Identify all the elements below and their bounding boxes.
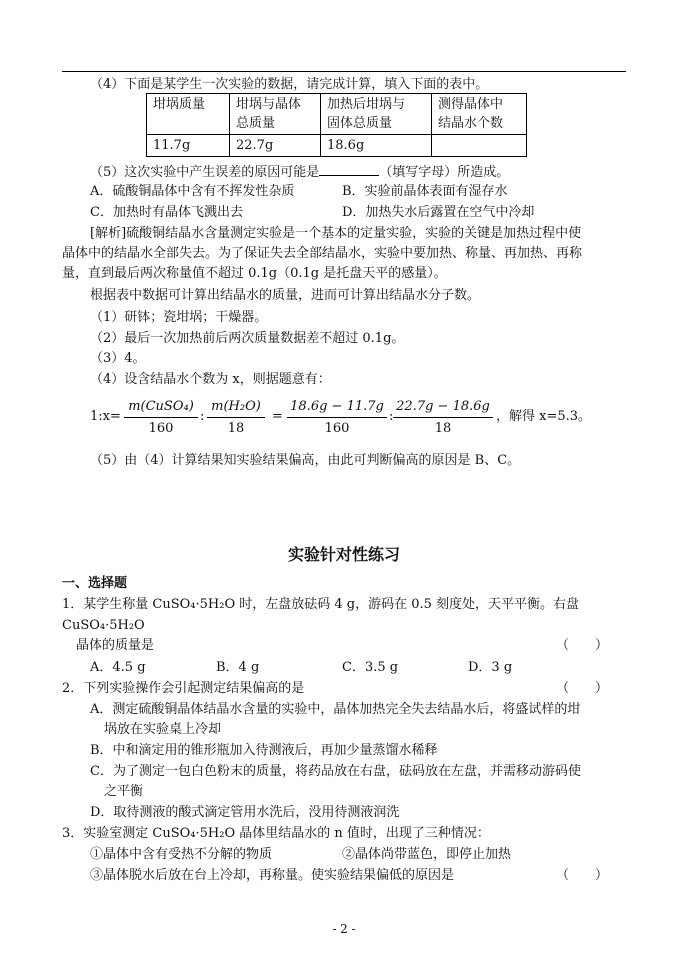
formula-equals: = xyxy=(272,409,283,424)
table-header-cell: 坩埚与晶体 总质量 xyxy=(230,94,321,135)
q5-option-c: C．加热时有晶体飞溅出去 xyxy=(90,205,243,220)
section-title: 实验针对性练习 xyxy=(287,545,400,564)
q5-option-b: B．实验前晶体表面有湿存水 xyxy=(342,184,508,199)
q1-answer-paren: （ ） xyxy=(556,638,609,653)
fraction-numerator: m(CuSO₄) xyxy=(124,397,198,418)
q1-line-3: 晶体的质量是 xyxy=(76,638,155,653)
table-row xyxy=(147,135,527,157)
analysis-line-1: [解析]硫酸铜结晶水含量测定实验是一个基本的定量实验，实验的关键是加热过程中使 xyxy=(90,226,582,241)
q3-answer-paren: （ ） xyxy=(556,868,609,883)
q3-situation-2: ②晶体尚带蓝色，即停止加热 xyxy=(342,847,512,862)
q4-intro: （4）下面是某学生一次实验的数据，请完成计算，填入下面的表中。 xyxy=(90,77,489,92)
table-cell: 11.7g xyxy=(147,135,230,157)
q2-option-c-1: C．为了测定一包白色粉末的质量，将药品放在右盘，砝码放在左盘，并需移动游码使 xyxy=(90,764,581,779)
q2-option-b: B．中和滴定用的锥形瓶加入待测液后，再加少量蒸馏水稀释 xyxy=(90,743,438,758)
q2-option-a-2: 埚放在实验桌上冷却 xyxy=(104,722,222,737)
formula-colon: : xyxy=(389,409,394,424)
answer-4: （4）设含结晶水个数为 x，则据题意有： xyxy=(90,372,331,387)
q1-option-c: C．3.5 g xyxy=(342,660,399,675)
fraction-h2o xyxy=(207,397,265,440)
q1-option-b: B．4 g xyxy=(216,660,260,675)
q1-option-a: A．4.5 g xyxy=(90,660,146,675)
table-header-cell: 测得晶体中 结晶水个数 xyxy=(432,94,527,135)
answer-blank xyxy=(319,163,379,176)
fraction-denominator: 18 xyxy=(227,421,245,436)
page-number: - 2 - xyxy=(332,922,356,936)
q5-line xyxy=(90,163,509,182)
answer-3: （3）4。 xyxy=(90,351,146,366)
fraction-denominator: 160 xyxy=(324,421,350,436)
q3-situation-1: ①晶体中含有受热不分解的物质 xyxy=(90,847,273,862)
analysis-line-3: 量，直到最后两次称量值不超过 0.1g（0.1g 是托盘天平的感量）。 xyxy=(62,266,447,281)
fraction-numerator: 18.6g − 11.7g xyxy=(287,397,387,418)
q1-line-2: CuSO₄·5H₂O xyxy=(62,618,145,633)
fraction-denominator: 18 xyxy=(434,421,452,436)
data-table xyxy=(146,93,527,157)
header-rule xyxy=(62,71,626,72)
fraction-numerator: 22.7g − 18.6g xyxy=(393,397,493,418)
answer-2: （2）最后一次加热前后两次质量数据差不超过 0.1g。 xyxy=(90,331,405,346)
q2-option-a-1: A．测定硫酸铜晶体结晶水含量的实验中，晶体加热完全失去结晶水后，将盛试样的坩 xyxy=(90,702,581,717)
q2-option-c-2: 之平衡 xyxy=(104,784,144,799)
q3-situation-3: ③晶体脱水后放在台上冷却，再称量。使实验结果偏低的原因是 xyxy=(90,868,455,883)
q5-suffix: （填写字母）所造成。 xyxy=(379,165,510,180)
fraction-cuso4 xyxy=(124,397,198,440)
q1-line-1: 1．某学生称量 CuSO₄·5H₂O 时，左盘放砝码 4 g，游码在 0.5 刻度处，天平平衡。右盘 xyxy=(62,597,580,612)
fraction-numerator: m(H₂O) xyxy=(207,397,265,418)
analysis-line-2: 晶体中的结晶水全部失去。为了保证失去全部结晶水，实验中要加热、称量、再加热、再称 xyxy=(62,246,583,261)
formula-tail: ，解得 x=5.3。 xyxy=(496,409,592,424)
formula-colon: : xyxy=(200,409,205,424)
table-cell: 22.7g xyxy=(230,135,321,157)
q2-option-d: D．取待测液的酸式滴定管用水洗后，没用待测液润洗 xyxy=(90,805,400,820)
q5-option-a: A．硫酸铜晶体中含有不挥发性杂质 xyxy=(90,184,295,199)
analysis-line-4: 根据表中数据可计算出结晶水的质量，进而可计算出结晶水分子数。 xyxy=(90,288,481,303)
fraction-denominator: 160 xyxy=(148,421,174,436)
formula-lead: 1:x= xyxy=(90,409,121,424)
table-cell: 18.6g xyxy=(321,135,432,157)
q5-prefix: （5）这次实验中产生误差的原因可能是 xyxy=(90,165,320,180)
fraction-water xyxy=(393,397,493,440)
table-cell xyxy=(432,135,527,157)
table-header-row xyxy=(147,94,527,135)
q3-stem: 3．实验室测定 CuSO₄·5H₂O 晶体里结晶水的 n 值时，出现了三种情况： xyxy=(62,826,490,841)
q1-option-d: D．3 g xyxy=(468,660,513,675)
q5-option-d: D．加热失水后露置在空气中冷却 xyxy=(342,205,535,220)
table-header-cell: 坩埚质量 xyxy=(147,94,230,135)
answer-5: （5）由（4）计算结果知实验结果偏高，由此可判断偏高的原因是 B、C。 xyxy=(90,453,521,468)
table-header-cell: 加热后坩埚与 固体总质量 xyxy=(321,94,432,135)
subsection-heading: 一、选择题 xyxy=(62,576,128,591)
q2-stem: 2．下列实验操作会引起测定结果偏高的是 xyxy=(62,681,305,696)
q2-answer-paren: （ ） xyxy=(556,681,609,696)
answer-1: （1）研钵；瓷坩埚；干燥器。 xyxy=(90,310,268,325)
fraction-anhydrous xyxy=(287,397,387,440)
